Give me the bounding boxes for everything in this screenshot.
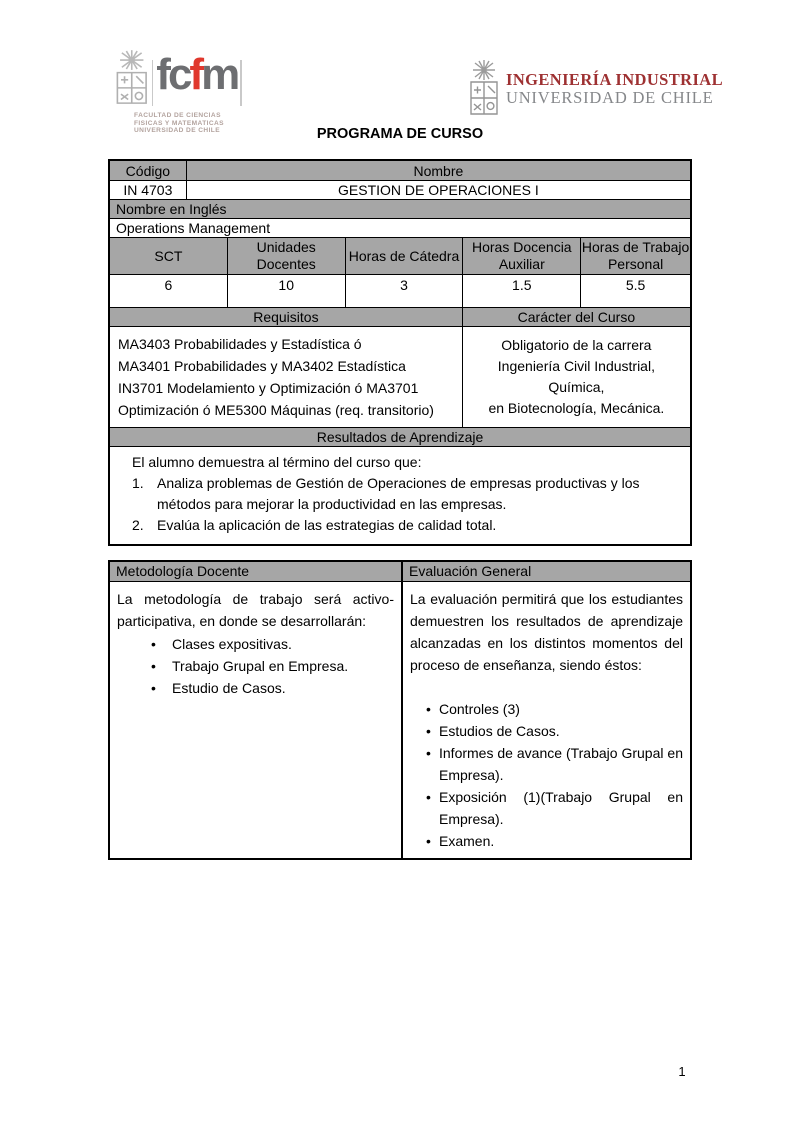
table-row-nombre-ingles-header [110,200,690,219]
list-item-text: Trabajo Grupal en Empresa. [172,658,349,674]
uchile-shield-icon [112,46,152,110]
unidades-docentes-header-cell: Unidades Docentes [228,238,346,274]
requisito-line: MA3401 Probabilidades y MA3402 Estadística [118,358,406,374]
fcfm-sub-line1: FACULTAD DE CIENCIAS [134,112,221,119]
list-item [426,786,683,830]
fcfm-wordmark-m: m [201,50,238,99]
table-row-codigo-nombre-value [110,181,690,200]
requisitos-body-cell [110,327,463,427]
ingenieria-industrial-title: INGENIERÍA INDUSTRIAL [506,70,723,89]
horas-trabajo-personal-header-cell: Horas de Trabajo Personal [581,239,690,272]
evaluacion-general-body-cell [403,582,690,858]
table-row-methodology-evaluation-body [110,582,690,858]
nombre-header-cell: Nombre [187,161,690,180]
table-row-resultados-body [110,447,690,544]
metodologia-docente-body-cell [110,582,403,858]
caracter-line: Obligatorio de la carrera [501,337,652,353]
resultado-item [132,473,680,515]
horas-trabajo-personal-value-cell: 5.5 [625,277,646,293]
page-number: 1 [678,1064,686,1079]
sct-value-cell: 6 [110,275,228,307]
metodologia-content [110,582,401,705]
list-item-text: Examen. [439,833,495,849]
bullet-icon: • [426,745,431,761]
evaluacion-bullet-list [410,698,683,852]
horas-catedra-value-cell: 3 [346,275,464,307]
table-row-methodology-evaluation-header [110,562,690,582]
bullet-icon: • [426,789,431,805]
caracter-curso-body-cell [463,327,690,427]
bullet-icon: • [151,636,156,652]
metodologia-docente-header-cell: Metodología Docente [110,562,403,581]
resultados-intro: El alumno demuestra al término del curso que: [132,454,422,470]
resultado-item-number: 2. [132,517,144,533]
list-item-text: Controles (3) [439,701,520,717]
ingenieria-industrial-text [506,71,723,107]
requisitos-lines [110,327,462,427]
codigo-header-cell: Código [110,161,187,180]
fcfm-sub-line3: UNIVERSIDAD DE CHILE [134,127,221,135]
bullet-icon: • [426,701,431,717]
resultado-item-text: Evalúa la aplicación de las estrategias de calidad total. [157,517,497,533]
requisitos-header-cell: Requisitos [110,308,463,326]
metodologia-intro: La metodología de trabajo será activo-participativa, en donde se desarrollarán: [117,591,394,629]
bullet-icon: • [426,833,431,849]
list-item [149,677,394,699]
fcfm-wordmark-f: f [189,50,202,99]
fcfm-wordmark [153,44,240,106]
requisito-line: Optimización ó ME5300 Máquinas (req. transitorio) [118,402,434,418]
fcfm-wordmark-fc: fc [156,50,190,99]
caracter-line: Ingeniería Civil Industrial, Química, [497,358,655,395]
table-row-nombre-ingles-value [110,219,690,238]
nombre-ingles-header-cell: Nombre en Inglés [116,201,227,217]
metodologia-bullet-list [117,633,394,699]
resultados-aprendizaje-body-cell [132,452,680,536]
list-item-text: Informes de avance (Trabajo Grupal en Empresa). [439,745,683,783]
table-row-codigo-nombre-header [110,161,690,181]
fcfm-logo-top [112,44,242,110]
horas-catedra-header-cell: Horas de Cátedra [346,238,464,274]
fcfm-sub-line2: FISICAS Y MATEMATICAS [134,119,224,127]
list-item-text: Estudios de Casos. [439,723,560,739]
evaluacion-content [403,582,690,858]
list-item [426,698,683,720]
list-item [149,633,394,655]
list-item [426,830,683,852]
list-item [149,655,394,677]
resultado-item-text: Analiza problemas de Gestión de Operaciones de empresas productivas y los métodos para mejorar la productividad en las empresas. [157,475,640,512]
resultados-aprendizaje-header-cell: Resultados de Aprendizaje [316,429,484,445]
bullet-icon: • [151,658,156,674]
course-info-table [108,159,692,546]
logo-divider-bar [240,60,242,106]
evaluacion-general-header-cell: Evaluación General [403,562,690,581]
nombre-value-cell: GESTION DE OPERACIONES I [338,182,539,198]
table-row-requisitos-header [110,308,690,327]
list-item-text: Exposición (1)(Trabajo Grupal en Empresa). [439,789,683,827]
caracter-curso-header-cell: Carácter del Curso [463,308,690,326]
horas-docencia-auxiliar-header-cell: Horas Docencia Auxiliar [463,238,581,274]
page-title: PROGRAMA DE CURSO [316,126,484,142]
requisito-line: IN3701 Modelamiento y Optimización ó MA3701 [118,380,419,396]
resultado-item-number: 1. [132,475,144,491]
resultado-item [132,515,680,536]
list-item [426,720,683,742]
list-item-text: Estudio de Casos. [172,680,286,696]
methodology-evaluation-table [108,560,692,860]
list-item-text: Clases expositivas. [172,636,292,652]
horas-docencia-auxiliar-value-cell: 1.5 [463,275,581,307]
sct-header-cell: SCT [110,238,228,274]
table-row-requisitos-body [110,327,690,428]
fcfm-logo [112,44,242,136]
ingenieria-industrial-logo [468,60,723,118]
unidades-docentes-value-cell: 10 [228,275,346,307]
list-item [426,742,683,786]
nombre-ingles-value-cell: Operations Management [116,220,271,236]
requisito-line: MA3403 Probabilidades y Estadística ó [118,336,362,352]
bullet-icon: • [426,723,431,739]
universidad-de-chile-subtitle: UNIVERSIDAD DE CHILE [506,88,714,107]
uchile-shield-icon [468,60,500,118]
table-row-hours-header [110,238,690,275]
codigo-value-cell: IN 4703 [110,181,187,199]
table-row-resultados-header [110,428,690,447]
evaluacion-intro: La evaluación permitirá que los estudiantes demuestren los resultados de aprendizaje alcanzadas en los distintos momentos del proceso de enseñanza, siendo éstos: [410,591,683,673]
caracter-line: en Biotecnología, Mecánica. [488,400,665,416]
bullet-icon: • [151,680,156,696]
table-row-hours-values [110,275,690,308]
